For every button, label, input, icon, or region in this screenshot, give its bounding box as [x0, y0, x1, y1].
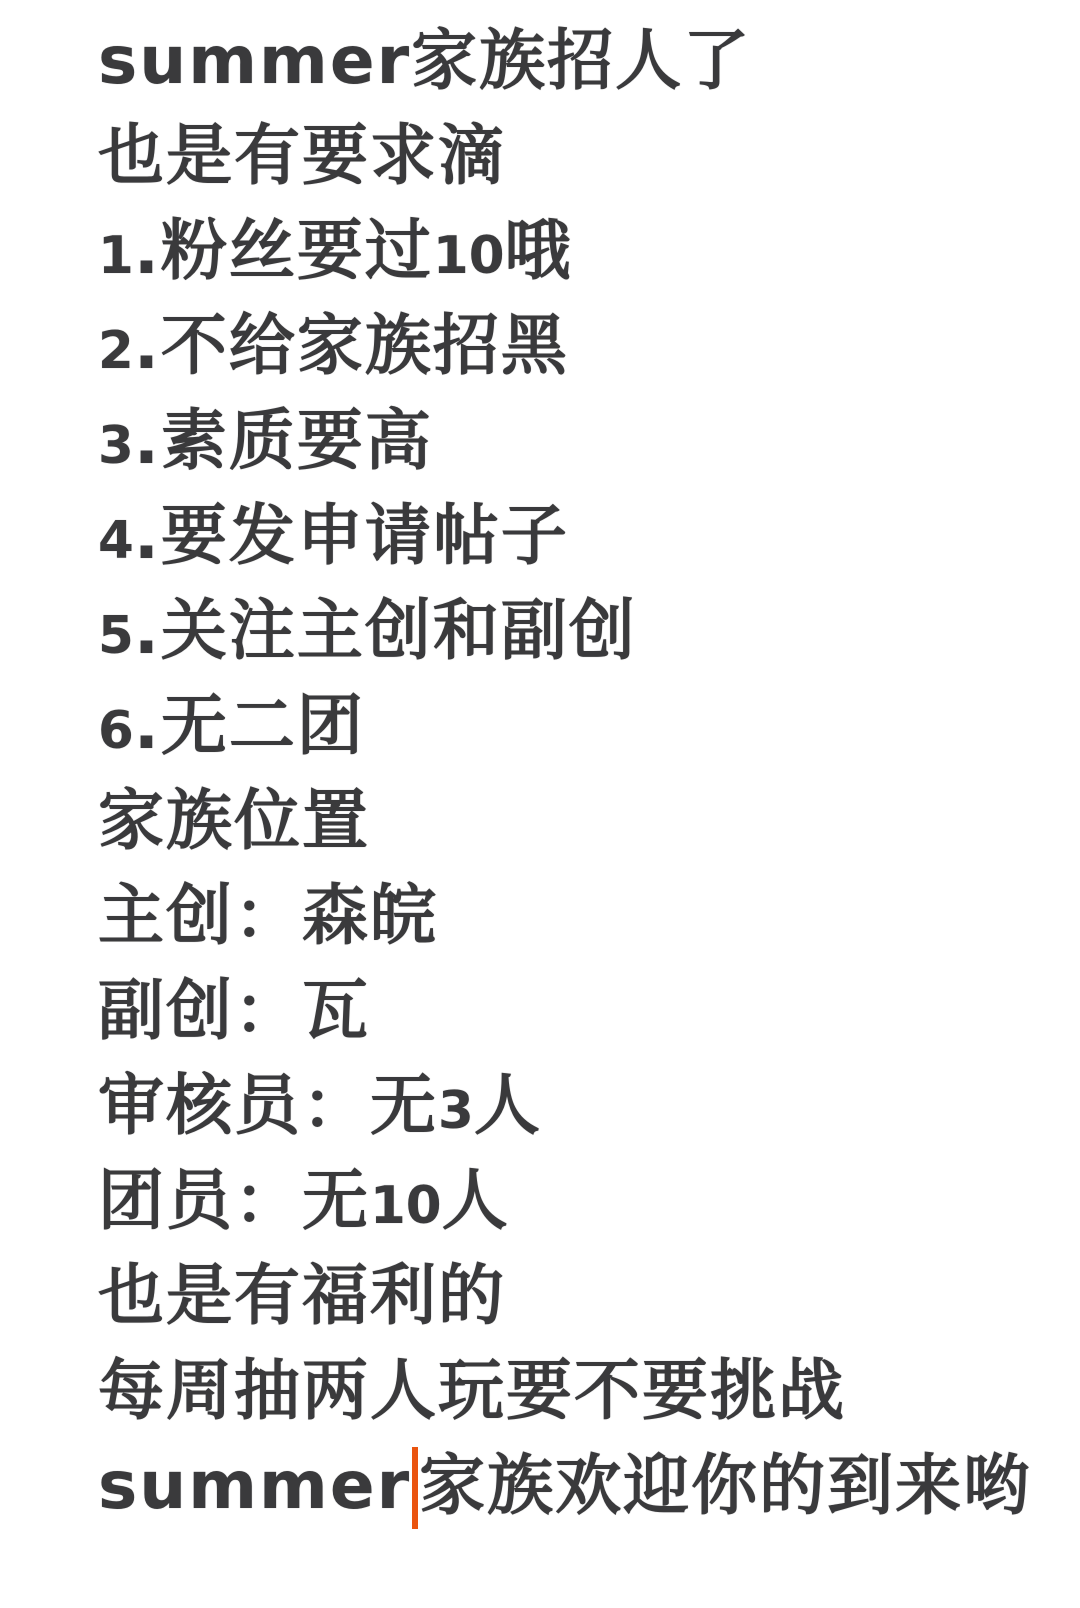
text-line[interactable]: 也是有要求滴: [98, 117, 506, 194]
text-line[interactable]: 副创：瓦: [98, 972, 370, 1049]
text-cursor: [412, 1447, 418, 1529]
text-line[interactable]: summer家族招人了: [98, 22, 752, 99]
text-line[interactable]: 主创：森皖: [98, 877, 438, 954]
text-line[interactable]: 团员：无10人: [98, 1162, 510, 1239]
text-line[interactable]: 每周抽两人玩要不要挑战: [98, 1352, 846, 1429]
text-line[interactable]: 2.不给家族招黑: [98, 307, 569, 384]
text-line[interactable]: 3.素质要高: [98, 402, 433, 479]
text-before-cursor: summer: [98, 1447, 412, 1524]
text-after-cursor: 家族欢迎你的到来哟: [419, 1447, 1032, 1524]
text-line[interactable]: 审核员：无3人: [98, 1067, 542, 1144]
text-line[interactable]: 也是有福利的: [98, 1257, 506, 1334]
text-line[interactable]: 6.无二团: [98, 687, 365, 764]
text-line[interactable]: 4.要发申请帖子: [98, 497, 569, 574]
text-line-editing[interactable]: [98, 1438, 1060, 1533]
text-area[interactable]: [98, 13, 1060, 1533]
text-line[interactable]: 5.关注主创和副创: [98, 592, 637, 669]
text-line[interactable]: 家族位置: [98, 782, 370, 859]
text-line[interactable]: 1.粉丝要过10哦: [98, 212, 573, 289]
